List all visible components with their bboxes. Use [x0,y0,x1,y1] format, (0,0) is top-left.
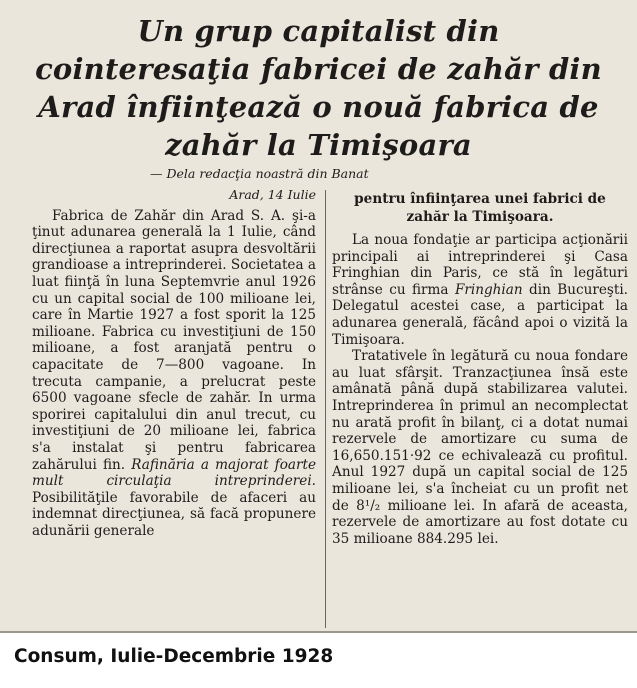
body-text: Fabrica de Zahăr din Arad S. A. şi-a ţinut adunarea generală la 1 Iulie, când direcţiunea a raportat asupra desvoltării grandioase a intreprinderei. Societatea a luat fiinţă în luna Septemvrie anul 1926 cu un capital social de 100 milioane lei, care în Martie 1927 a fost sporit la 125 milioane. Fabrica cu investiţiuni de 150 milioane, a fost aranjată pentru o capacitate de 7—800 vagoane. In trecuta campanie, a prelucrat peste 6500 vagoane sfecle de zahăr. In urma sporirei capitalului din anul trecut, cu investiţiuni de 20 milioane lei, fabrica s'a instalat şi pentru fabricarea zahărului fin. [32,207,316,473]
para1-text: La noua fondaţie ar participa acţionării principali ai intreprinderei şi Casa Fringhian din Paris, ce stă în legături strânse cu firma [332,232,628,298]
headline [0,12,637,164]
source-line: — Dela redacţia noastră din Banat [150,166,369,181]
article-paragraph [332,232,628,348]
headline-line-4: zahăr la Timişoara [165,128,472,162]
body-italic-text: Rafinăria a majorat foarte mult circulaţia intreprinderei. [32,456,316,490]
body-text-end: Posibilităţile favorabile de afaceri au indemnat direcţiunea, să facă propunere adunării generale [32,489,316,539]
company-name: Fringhian [454,281,523,298]
profit-fraction: 8¹/₂ [356,497,381,514]
headline-line-1: Un grup capitalist din [137,14,500,48]
article-paragraph [332,348,628,547]
para2-text-end: milioane lei. In afară de aceasta, rezervele de amortizare au fost dotate cu 35 milioane 884.295 lei. [332,497,628,547]
clipping-bottom-rule [0,631,637,633]
source-caption: Consum, Iulie-Decembrie 1928 [14,646,334,667]
headline-line-3: Arad înfiinţează o nouă fabrica de [38,90,599,124]
column-divider [325,190,326,628]
para1-text-end: din Bucureşti. Delegatul acestei case, a participat la adunarea generală, făcând apoi o vizită la Timişoara. [332,281,629,348]
dateline: Arad, 14 Iulie [229,187,316,202]
article-column-right [332,190,628,547]
article-column-left [32,187,316,539]
article-paragraph [32,208,316,540]
subheading: pentru înfiinţarea unei fabrici de zahăr la Timişoara. [354,191,606,225]
headline-line-2: cointeresaţia fabricei de zahăr din [35,52,602,86]
para2-text: Tratativele în legătură cu noua fondare au luat sfârşit. Tranzacţiunea însă este amânată până după stabilizarea valutei. Intreprinderea în primul an necomplectat nu arată profit în bilanţ, ci a dotat numai rezervele de amortizare cu suma de 16,650.151·92 ce echivalează cu profitul. Anul 1927 după un capital social de 125 milioane lei, s'a încheiat cu un profit net de [332,348,628,514]
